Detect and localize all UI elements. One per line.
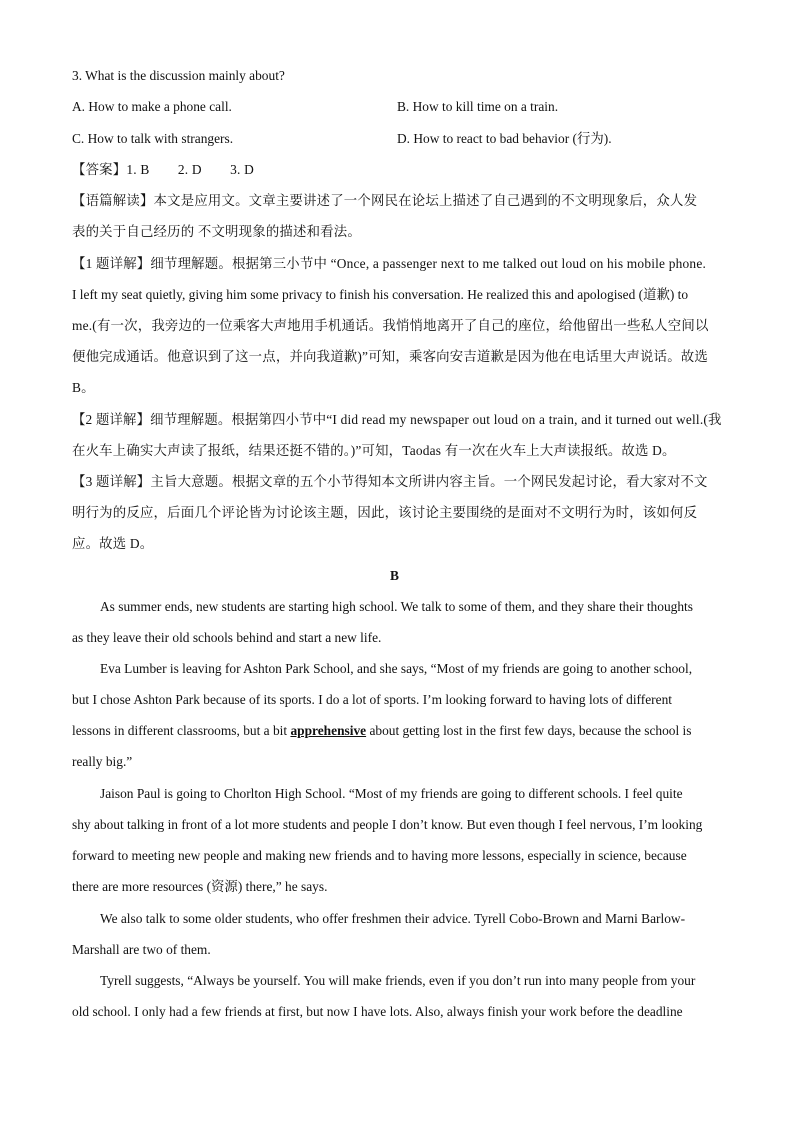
- q2-line-2: 在火车上确实大声读了报纸，结果还挺不错的。)”可知，Taodas 有一次在火车上大声读报纸。故选 D。: [72, 443, 676, 458]
- answer-key: 【答案】1. B 2. D 3. D: [72, 162, 254, 177]
- option-c: C. How to talk with strangers.: [72, 131, 234, 146]
- q1-line-5: B。: [72, 380, 95, 395]
- q1-line-4: 便他完成通话。他意识到了这一点，并向我道歉)”可知，乘客向安吉道歉是因为他在电话里大声说话。故选: [72, 349, 708, 364]
- analysis-line-1: 【语篇解读】本文是应用文。文章主要讲述了一个网民在论坛上描述了自己遇到的不文明现象后，众人发: [72, 193, 698, 208]
- q2-line-1: 【2 题详解】细节理解题。根据第四小节中“I did read my newspaper out loud on a train, and it turned out well.(我: [72, 412, 722, 427]
- passage-p2-line-3-end: about getting lost in the first few days, because the school is: [366, 723, 692, 738]
- analysis-line-2: 表的关于自己经历的 不文明现象的描述和看法。: [72, 224, 361, 239]
- passage-p3-line-3: forward to meeting new people and making new friends and to having more lessons, especially in science, because: [72, 848, 687, 863]
- option-b: B. How to kill time on a train.: [397, 99, 559, 114]
- question-3-stem: 3. What is the discussion mainly about?: [72, 68, 285, 83]
- passage-p3-line-4: there are more resources (资源) there,” he says.: [72, 879, 328, 894]
- passage-p4-line-2: Marshall are two of them.: [72, 942, 211, 957]
- passage-p5-line-1: Tyrell suggests, “Always be yourself. You will make friends, even if you don’t run into many people from your: [100, 973, 696, 988]
- passage-p3-line-2: shy about talking in front of a lot more students and people I don’t know. But even though I feel nervous, I’m looking: [72, 817, 703, 832]
- passage-p2-line-4: really big.”: [72, 754, 133, 769]
- passage-p2-line-3-start: lessons in different classrooms, but a bit: [72, 723, 291, 738]
- q1-line-1: 【1 题详解】细节理解题。根据第三小节中 “Once, a passenger next to me talked out loud on his mobile phone.: [72, 256, 707, 271]
- underlined-word: apprehensive: [290, 723, 367, 738]
- passage-p2-line-2: but I chose Ashton Park because of its sports. I do a lot of sports. I’m looking forward to having lots of different: [72, 692, 672, 707]
- q3-line-2: 明行为的反应，后面几个评论皆为讨论该主题，因此，该讨论主要围绕的是面对不文明行为时，该如何反: [72, 505, 698, 520]
- passage-p1-line-2: as they leave their old schools behind and start a new life.: [72, 630, 382, 645]
- option-a: A. How to make a phone call.: [72, 99, 232, 114]
- passage-p2-line-3: [72, 721, 692, 741]
- passage-p2-line-1: Eva Lumber is leaving for Ashton Park School, and she says, “Most of my friends are going to another school,: [100, 661, 693, 676]
- passage-p5-line-2: old school. I only had a few friends at first, but now I have lots. Also, always finish your work before the deadline: [72, 1004, 683, 1019]
- q1-line-3: me.(有一次，我旁边的一位乘客大声地用手机通话。我悄悄地离开了自己的座位，给他留出一些私人空间以: [72, 318, 709, 333]
- q3-line-1: 【3 题详解】主旨大意题。根据文章的五个小节得知本文所讲内容主旨。一个网民发起讨论，看大家对不文: [72, 474, 708, 489]
- passage-p1-line-1: As summer ends, new students are starting high school. We talk to some of them, and they share their thoughts: [100, 599, 693, 614]
- passage-p3-line-1: Jaison Paul is going to Chorlton High School. “Most of my friends are going to different schools. I feel quite: [100, 786, 683, 801]
- section-title: B: [390, 568, 399, 583]
- passage-p4-line-1: We also talk to some older students, who offer freshmen their advice. Tyrell Cobo-Brown and Marni Barlow-: [100, 911, 686, 926]
- q1-line-2: I left my seat quietly, giving him some privacy to finish his conversation. He realized this and apologised (道歉) to: [72, 287, 689, 302]
- option-d: D. How to react to bad behavior (行为).: [397, 131, 612, 146]
- q3-line-3: 应。故选 D。: [72, 536, 154, 551]
